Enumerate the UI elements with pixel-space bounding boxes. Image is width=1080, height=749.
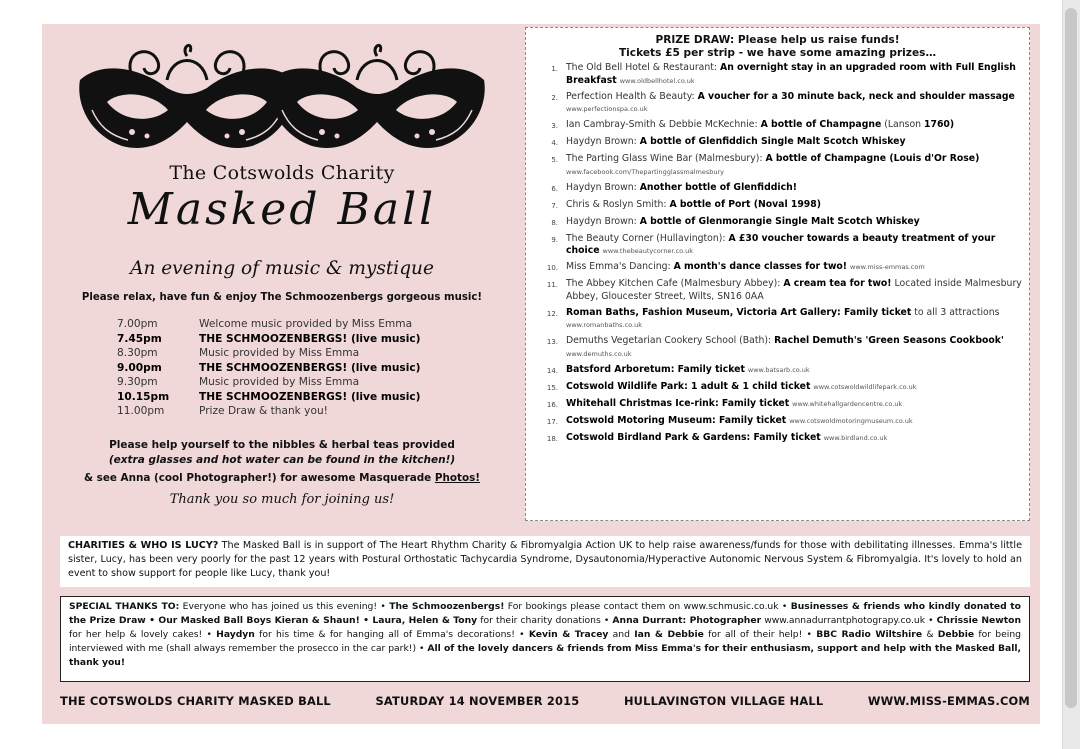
organisation-name: The Cotswolds Charity: [169, 162, 395, 184]
prize-item: [526, 136, 1029, 150]
prize-number: 5.: [551, 156, 558, 164]
special-thanks-text: and: [608, 629, 635, 640]
prize-donor: The Abbey Kitchen Cafe (Malmesbury Abbey):: [566, 278, 784, 289]
prize-description: A voucher for a 30 minute back, neck and shoulder massage: [697, 90, 1015, 102]
prize-description-cont: 1760): [924, 119, 955, 130]
prize-body: [566, 335, 1029, 360]
prize-url[interactable]: www.miss-emmas.com: [850, 263, 925, 271]
thank-you-message: Thank you so much for joining us!: [169, 492, 395, 507]
prize-description: Whitehall Christmas Ice-rink: Family ticket: [566, 397, 790, 409]
flyer-page: [42, 24, 1040, 724]
schedule-event: Welcome music provided by Miss Emma: [199, 318, 413, 330]
prize-number: 8.: [551, 218, 558, 227]
schedule-event: Prize Draw & thank you!: [199, 405, 328, 417]
prize-item: [526, 62, 1029, 87]
prize-donor: Haydyn Brown:: [566, 215, 640, 227]
prize-extra: Located inside Malmesbury Abbey, Gloucester Street, Wilts, SN16 0AA: [566, 278, 1022, 302]
prize-description: An overnight stay in an upgraded room with Full English Breakfast: [566, 62, 1016, 86]
prize-donor: The Old Bell Hotel & Restaurant:: [566, 62, 720, 73]
prize-item: [526, 335, 1029, 360]
photographer-note: [42, 472, 522, 484]
prize-url[interactable]: www.perfectionspa.co.uk: [566, 105, 648, 113]
prize-number: 1.: [551, 65, 558, 73]
special-thanks-section: [60, 596, 1030, 682]
prize-list: [526, 62, 1029, 445]
prize-description: A bottle of Champagne (Louis d'Or Rose): [765, 153, 980, 164]
schedule-row: [117, 404, 517, 419]
prize-item: [526, 233, 1029, 258]
prize-draw-heading: PRIZE DRAW: Please help us raise funds!: [655, 34, 900, 46]
schedule-time: 7.45pm: [117, 332, 162, 345]
special-thanks-text: Chrissie Newton: [936, 615, 1021, 626]
special-thanks-text: Ian & Debbie: [634, 629, 704, 640]
special-thanks-text: For bookings please contact them on www.schmusic.co.uk •: [504, 601, 791, 612]
prize-description: Cotswold Birdland Park & Gardens: Family ticket: [566, 431, 821, 443]
prize-description: Cotswold Wildlife Park: 1 adult & 1 child ticket: [566, 380, 811, 392]
special-thanks-text: &: [922, 629, 938, 640]
prize-donor: Ian Cambray-Smith & Debbie McKechnie:: [566, 119, 761, 130]
schedule-row: [117, 390, 517, 405]
prize-number: 13.: [546, 338, 558, 346]
nibbles-text: Please help yourself to the nibbles & herbal teas provided: [109, 439, 455, 451]
prize-number: 3.: [551, 122, 558, 130]
prize-draw-panel: [525, 27, 1030, 521]
prize-donor: Chris & Roslyn Smith:: [566, 198, 670, 210]
prize-body: [566, 199, 1029, 213]
event-intro: Please relax, have fun & enjoy The Schmoozenbergs gorgeous music!: [81, 292, 483, 303]
prize-body: [566, 364, 1029, 378]
schedule-time: 9.30pm: [117, 376, 158, 388]
event-subtitle: An evening of music & mystique: [130, 258, 434, 279]
special-thanks-text: Kevin & Tracey: [528, 629, 609, 640]
prize-number: 17.: [546, 417, 558, 426]
photographer-text: & see Anna (cool Photographer!) for awesome Masquerade: [83, 472, 435, 484]
prize-body: [566, 261, 1029, 275]
special-thanks-text: BBC Radio Wiltshire: [816, 629, 923, 640]
prize-extra: to all 3 attractions: [911, 306, 1000, 318]
schedule-event: Music provided by Miss Emma: [199, 376, 360, 388]
schedule-row: [117, 361, 517, 376]
prize-body: [566, 398, 1029, 412]
special-thanks-text: for being interviewed with me (shall always remember the prosecco in the car park!) •: [69, 629, 1021, 654]
prize-number: 2.: [551, 93, 558, 102]
special-thanks-text: www.annadurrantphotograpy.co.uk •: [761, 615, 937, 626]
prize-url[interactable]: www.cotswoldwildlifepark.co.uk: [813, 382, 917, 391]
prize-number: 11.: [546, 281, 558, 289]
prize-item: [526, 153, 1029, 178]
refreshments-note: [42, 438, 522, 468]
prize-item: [526, 432, 1029, 446]
prize-number: 18.: [546, 434, 558, 443]
prize-description: Roman Baths, Fashion Museum, Victoria Art Gallery: Family ticket: [566, 306, 912, 318]
schedule-event: Music provided by Miss Emma: [199, 347, 360, 359]
prize-number: 15.: [546, 383, 558, 392]
prize-url[interactable]: www.birdland.co.uk: [823, 433, 888, 442]
prize-donor: Demuths Vegetarian Cookery School (Bath):: [566, 335, 775, 346]
prize-item: [526, 91, 1029, 116]
special-thanks-text: SPECIAL THANKS TO:: [69, 601, 180, 612]
special-thanks-text: Debbie: [937, 629, 975, 640]
prize-description: A bottle of Glenmorangie Single Malt Scotch Whiskey: [639, 215, 920, 227]
prize-item: [526, 216, 1029, 230]
special-thanks-text: Haydyn: [216, 629, 255, 640]
special-thanks-text: for all of their help! •: [703, 629, 817, 640]
prize-body: [566, 91, 1029, 116]
prize-item: [526, 398, 1029, 412]
prize-number: 10.: [546, 264, 558, 272]
prize-description: A bottle of Glenfiddich Single Malt Scotch Whiskey: [639, 136, 906, 147]
prize-description: Another bottle of Glenfiddich!: [639, 181, 797, 193]
schedule-row: [117, 317, 517, 332]
prize-number: 14.: [546, 366, 558, 375]
prize-number: 7.: [551, 201, 558, 210]
footer-bar: [60, 694, 1030, 708]
prize-url[interactable]: www.facebook.com/Thepartingglassmalmesbury: [566, 167, 725, 176]
prize-number: 9.: [551, 235, 558, 244]
special-thanks-text: The Schmoozenbergs!: [389, 601, 505, 612]
prize-item: [526, 415, 1029, 429]
prize-donor: Haydyn Brown:: [566, 181, 640, 193]
prize-url[interactable]: www.whitehallgardencentre.co.uk: [792, 399, 903, 408]
prize-body: [566, 381, 1029, 395]
prize-item: [526, 119, 1029, 133]
prize-body: [566, 136, 1029, 150]
scrollbar-thumb[interactable]: [1065, 8, 1077, 708]
photos-link[interactable]: Photos!: [434, 472, 481, 484]
charities-section: [60, 536, 1030, 587]
event-panel: [42, 24, 522, 529]
prize-body: [566, 432, 1029, 446]
footer-website[interactable]: WWW.MISS-EMMAS.COM: [867, 694, 1030, 708]
prize-donor: Perfection Health & Beauty:: [566, 90, 698, 102]
schedule-event: THE SCHMOOZENBERGS! (live music): [199, 361, 421, 374]
prize-description: A bottle of Port (Noval 1998): [669, 198, 821, 210]
schedule-time: 7.00pm: [117, 318, 158, 330]
prize-donor: Miss Emma's Dancing:: [566, 261, 674, 272]
prize-description: A bottle of Champagne: [760, 119, 882, 130]
prize-item: [526, 182, 1029, 196]
special-thanks-text: for his time & for hanging all of Emma's decorations! •: [254, 629, 529, 640]
schedule-list: [117, 317, 517, 419]
schedule-time: 8.30pm: [117, 347, 158, 359]
prize-draw-subheading: Tickets £5 per strip - we have some amazing prizes…: [618, 47, 937, 59]
prize-description: A month's dance classes for two!: [673, 261, 848, 272]
schedule-event: THE SCHMOOZENBERGS! (live music): [199, 332, 421, 345]
prize-url[interactable]: www.batsarb.co.uk: [747, 365, 810, 374]
prize-number: 16.: [546, 400, 558, 409]
prize-description: Cotswold Motoring Museum: Family ticket: [566, 414, 787, 426]
prize-number: 6.: [551, 184, 558, 193]
special-thanks-text: for her help & lovely cakes! •: [69, 629, 217, 640]
charities-text: The Masked Ball is in support of The Heart Rhythm Charity & Fibromyalgia Action UK to help raise awareness/funds for those with debilitating illnesses. Emma's little sister, Lucy, has been very poorly for the past 12 years with Postural Orthostatic Tachycardia Syndrome, Dysautonomia/Hyperactive Autonomic Nervous System & Fibromyalgia. It's lovely to hold an event to show support for people like Lucy, thank you!: [68, 540, 1022, 579]
prize-description: Rachel Demuth's 'Green Seasons Cookbook': [774, 335, 1004, 346]
prize-url[interactable]: www.romanbaths.co.uk: [566, 321, 642, 329]
footer-date: SATURDAY 14 NOVEMBER 2015: [375, 694, 580, 708]
prize-item: [526, 199, 1029, 213]
schedule-row: [117, 346, 517, 361]
schedule-time: 9.00pm: [117, 361, 162, 374]
prize-body: [566, 182, 1029, 196]
schedule-time: 11.00pm: [117, 405, 165, 417]
event-title: Masked Ball: [127, 184, 437, 235]
footer-venue: HULLAVINGTON VILLAGE HALL: [623, 694, 824, 708]
prize-body: [566, 307, 1029, 332]
special-thanks-text: for their charity donations •: [477, 615, 613, 626]
prize-url[interactable]: www.demuths.co.uk: [566, 349, 632, 358]
prize-item: [526, 261, 1029, 275]
prize-body: [566, 415, 1029, 429]
schedule-time: 10.15pm: [117, 390, 170, 403]
prize-body: [566, 119, 1029, 133]
prize-body: [566, 153, 1029, 178]
schedule-row: [117, 375, 517, 390]
prize-description: A £30 voucher towards a beauty treatment of your choice: [566, 232, 996, 256]
special-thanks-text: Anna Durrant: Photographer: [612, 615, 762, 626]
prize-body: [566, 216, 1029, 230]
prize-donor: Haydyn Brown:: [566, 136, 640, 147]
prize-body: [566, 278, 1029, 303]
prize-item: [526, 381, 1029, 395]
prize-number: 4.: [551, 139, 558, 147]
charities-label: CHARITIES & WHO IS LUCY?: [68, 540, 219, 551]
prize-description: A cream tea for two!: [783, 278, 892, 289]
special-thanks-text: Everyone who has joined us this evening! •: [179, 601, 390, 612]
prize-body: [566, 62, 1029, 87]
prize-donor: The Beauty Corner (Hullavington):: [566, 232, 729, 244]
prize-body: [566, 233, 1029, 258]
glasses-note: (extra glasses and hot water can be found in the kitchen!): [108, 454, 456, 466]
prize-item: [526, 307, 1029, 332]
prize-url[interactable]: www.oldbellhotel.co.uk: [619, 76, 695, 85]
footer-event-name: THE COTSWOLDS CHARITY MASKED BALL: [60, 694, 331, 708]
schedule-event: THE SCHMOOZENBERGS! (live music): [199, 390, 421, 403]
prize-description: Batsford Arboretum: Family ticket: [566, 363, 745, 375]
prize-item: [526, 278, 1029, 303]
masquerade-masks-icon: [77, 40, 487, 160]
prize-item: [526, 364, 1029, 378]
special-thanks-text: Businesses & friends who kindly donated to the Prize Draw • Our Masked Ball Boys Kieran & Shaun! • Laura, Helen & Tony: [69, 601, 1021, 626]
prize-number: 12.: [546, 309, 558, 318]
prize-extra: (Lanson: [881, 119, 925, 130]
prize-url[interactable]: www.thebeautycorner.co.uk: [602, 247, 693, 255]
prize-url[interactable]: www.cotswoldmotoringmuseum.co.uk: [789, 416, 913, 425]
special-thanks-text: All of the lovely dancers & friends from Miss Emma's for their enthusiasm, support and help with the Masked Ball, thank you!: [69, 643, 1022, 668]
prize-donor: The Parting Glass Wine Bar (Malmesbury):: [566, 153, 766, 164]
schedule-row: [117, 332, 517, 347]
